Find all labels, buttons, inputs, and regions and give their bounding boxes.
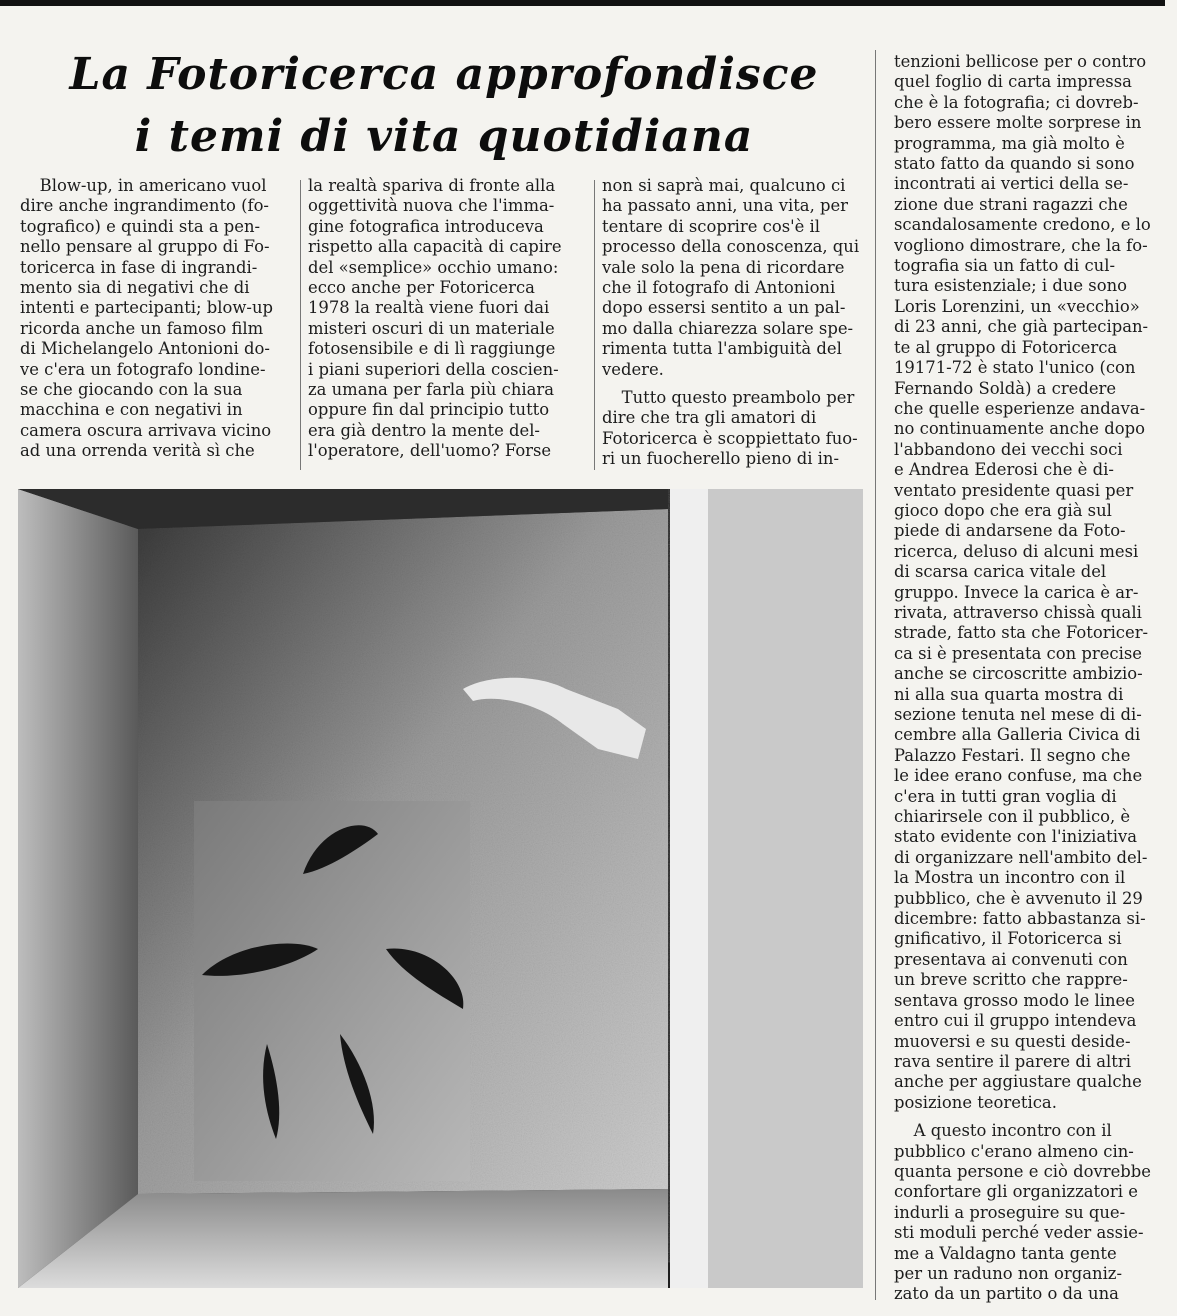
text-line: tografico) e quindi sta a pen-: [20, 216, 261, 236]
text-line: Fotoricerca è scoppiettato fuo-: [602, 428, 858, 448]
column-divider-1: [300, 180, 301, 470]
text-line: oggettività nuova che l'imma-: [308, 196, 555, 216]
text-line: se che giocando con la sua: [20, 380, 243, 400]
text-line: pubblico c'erano almeno cin-: [894, 1141, 1134, 1161]
text-line: rava sentire il parere di altri: [894, 1051, 1131, 1071]
text-line: quel foglio di carta impressa: [894, 72, 1132, 92]
headline-line-2: i temi di vita quotidiana: [134, 111, 754, 162]
text-line: Blow-up, in americano vuol: [39, 176, 267, 195]
text-line: presentava ai convenuti con: [894, 949, 1128, 969]
text-line: stato fatto da quando si sono: [894, 154, 1135, 174]
text-line: entro cui il gruppo intendeva: [894, 1011, 1137, 1031]
text-line: non si saprà mai, qualcuno ci: [602, 176, 846, 195]
text-line: di 23 anni, che già partecipan-: [894, 317, 1149, 337]
text-line: te al gruppo di Fotoricerca: [894, 337, 1118, 357]
text-line: gine fotografica introduceva: [308, 216, 544, 236]
text-line: mento sia di negativi che di: [20, 278, 250, 298]
text-line: oppure fin dal principio tutto: [308, 400, 550, 420]
text-line: programma, ma già molto è: [894, 133, 1125, 153]
text-line: le idee erano confuse, ma che: [894, 766, 1143, 786]
text-line: vedere.: [602, 359, 664, 379]
text-line: piede di andarsene da Foto-: [894, 521, 1126, 541]
text-line: e Andrea Ederosi che è di-: [894, 460, 1114, 480]
column-3: [602, 176, 868, 470]
text-line: gioco dopo che era già sul: [894, 500, 1112, 520]
text-line: confortare gli organizzatori e: [894, 1182, 1138, 1202]
text-line: ad una orrenda verità sì che: [20, 441, 255, 461]
text-line: posizione teoretica.: [894, 1092, 1057, 1112]
text-line: ni alla sua quarta mostra di: [894, 684, 1124, 704]
text-line: chiarirsele con il pubblico, è: [894, 807, 1131, 827]
text-line: processo della conoscenza, qui: [602, 237, 860, 257]
text-line: camera oscura arrivava vicino: [20, 420, 272, 440]
text-line: l'abbandono dei vecchi soci: [894, 439, 1123, 459]
text-line: sezione tenuta nel mese di di-: [894, 705, 1142, 724]
text-line: ve c'era un fotografo londine-: [20, 359, 266, 379]
text-line: ca si è presentata con precise: [894, 643, 1142, 663]
text-line: tentare di scoprire cos'è il: [602, 216, 821, 236]
text-line: scandalosamente credono, e lo: [894, 215, 1151, 235]
text-line: di scarsa carica vitale del: [894, 562, 1107, 582]
article-photo: [18, 489, 863, 1288]
text-line: tura esistenziale; i due sono: [894, 276, 1128, 296]
text-line: vogliono dimostrare, che la fo-: [894, 235, 1148, 255]
text-line: nello pensare al gruppo di Fo-: [20, 237, 270, 257]
text-line: rimenta tutta l'ambiguità del: [602, 339, 842, 359]
text-line: sentava grosso modo le linee: [894, 990, 1135, 1010]
text-line: c'era in tutti gran voglia di: [894, 786, 1117, 806]
text-line: pubblico, che è avvenuto il 29: [894, 888, 1143, 908]
text-line: rispetto alla capacità di capire: [308, 237, 562, 257]
text-line: fotosensibile e di lì raggiunge: [308, 339, 556, 359]
text-line: un breve scritto che rappre-: [894, 970, 1128, 990]
text-line: quanta persone e ciò dovrebbe: [894, 1161, 1151, 1181]
paragraph: [894, 1121, 1162, 1305]
text-line: sti moduli perché veder assie-: [894, 1223, 1144, 1243]
text-line: bero essere molte sorprese in: [894, 113, 1142, 133]
right-margin: [1166, 0, 1177, 1316]
text-line: ventato presidente quasi per: [894, 480, 1134, 500]
photo-image: [18, 489, 863, 1288]
paragraph: [602, 388, 868, 470]
text-line: no continuamente anche dopo: [894, 419, 1145, 439]
text-line: dire che tra gli amatori di: [602, 408, 817, 428]
column-divider-3: [875, 50, 876, 1300]
text-line: A questo incontro con il: [913, 1121, 1112, 1141]
text-line: stato evidente con l'iniziativa: [894, 827, 1137, 847]
text-line: indurli a proseguire su que-: [894, 1202, 1126, 1222]
text-line: tografia sia un fatto di cul-: [894, 256, 1115, 276]
text-line: incontrati ai vertici della se-: [894, 174, 1129, 194]
headline: [14, 44, 874, 168]
text-line: cembre alla Galleria Civica di: [894, 725, 1141, 745]
text-line: del «semplice» occhio umano:: [308, 257, 559, 277]
text-line: ri un fuocherello pieno di in-: [602, 449, 839, 469]
text-line: che il fotografo di Antonioni: [602, 278, 836, 298]
text-line: Tutto questo preambolo per: [621, 388, 855, 408]
text-line: l'operatore, dell'uomo? Forse: [308, 441, 552, 461]
text-line: che è la fotografia; ci dovreb-: [894, 92, 1139, 112]
text-line: dopo essersi sentito a un pal-: [602, 298, 846, 318]
text-line: ha passato anni, una vita, per: [602, 196, 849, 216]
paragraph: [894, 52, 1162, 1113]
text-line: 1978 la realtà viene fuori dai: [308, 298, 550, 318]
text-line: anche se circoscritte ambizio-: [894, 664, 1143, 684]
top-rule: [0, 0, 1165, 6]
text-line: Loris Lorenzini, un «vecchio»: [894, 296, 1140, 316]
text-line: macchina e con negativi in: [20, 400, 243, 420]
text-line: strade, fatto sta che Fotoricer-: [894, 623, 1149, 643]
headline-line-1: La Fotoricerca approfondisce: [69, 49, 819, 100]
column-2: [308, 176, 588, 462]
text-line: Fernando Soldà) a credere: [894, 378, 1117, 398]
text-line: di organizzare nell'ambito del-: [894, 847, 1148, 867]
text-line: era già dentro la mente del-: [308, 420, 540, 440]
text-line: 19171-72 è stato l'unico (con: [894, 358, 1136, 378]
text-line: che quelle esperienze andava-: [894, 398, 1146, 418]
text-line: ricorda anche un famoso film: [20, 318, 264, 338]
text-line: gnificativo, il Fotoricerca si: [894, 929, 1122, 949]
paragraph: [20, 176, 296, 462]
text-line: tenzioni bellicose per o contro: [894, 52, 1147, 71]
paragraph: [308, 176, 588, 462]
paragraph: [602, 176, 868, 380]
text-line: za umana per farla più chiara: [308, 380, 555, 400]
text-line: i piani superiori della coscien-: [308, 359, 559, 379]
column-divider-2: [594, 180, 595, 470]
text-line: dicembre: fatto abbastanza si-: [894, 909, 1146, 929]
text-line: toricerca in fase di ingrandi-: [20, 257, 258, 277]
text-line: di Michelangelo Antonioni do-: [20, 339, 270, 359]
text-line: misteri oscuri di un materiale: [308, 318, 555, 338]
text-line: ricerca, deluso di alcuni mesi: [894, 541, 1139, 561]
text-line: intenti e partecipanti; blow-up: [20, 298, 273, 318]
text-line: anche per aggiustare qualche: [894, 1072, 1142, 1092]
text-line: zione due strani ragazzi che: [894, 194, 1128, 214]
text-line: ecco anche per Fotoricerca: [308, 278, 535, 298]
text-line: la realtà spariva di fronte alla: [308, 176, 556, 195]
text-line: vale solo la pena di ricordare: [602, 257, 845, 277]
text-line: muoversi e su questi deside-: [894, 1031, 1131, 1051]
text-line: dire anche ingrandimento (fo-: [20, 196, 269, 216]
text-line: per un raduno non organiz-: [894, 1263, 1122, 1283]
text-line: la Mostra un incontro con il: [894, 868, 1126, 888]
text-line: gruppo. Invece la carica è ar-: [894, 582, 1139, 602]
text-line: Palazzo Festari. Il segno che: [894, 745, 1131, 765]
text-line: me a Valdagno tanta gente: [894, 1243, 1117, 1263]
column-1: [20, 176, 296, 462]
text-line: rivata, attraverso chissà quali: [894, 602, 1142, 622]
text-line: zato da un partito o da una: [894, 1284, 1119, 1304]
column-4: [894, 52, 1162, 1305]
text-line: mo dalla chiarezza solare spe-: [602, 318, 854, 338]
